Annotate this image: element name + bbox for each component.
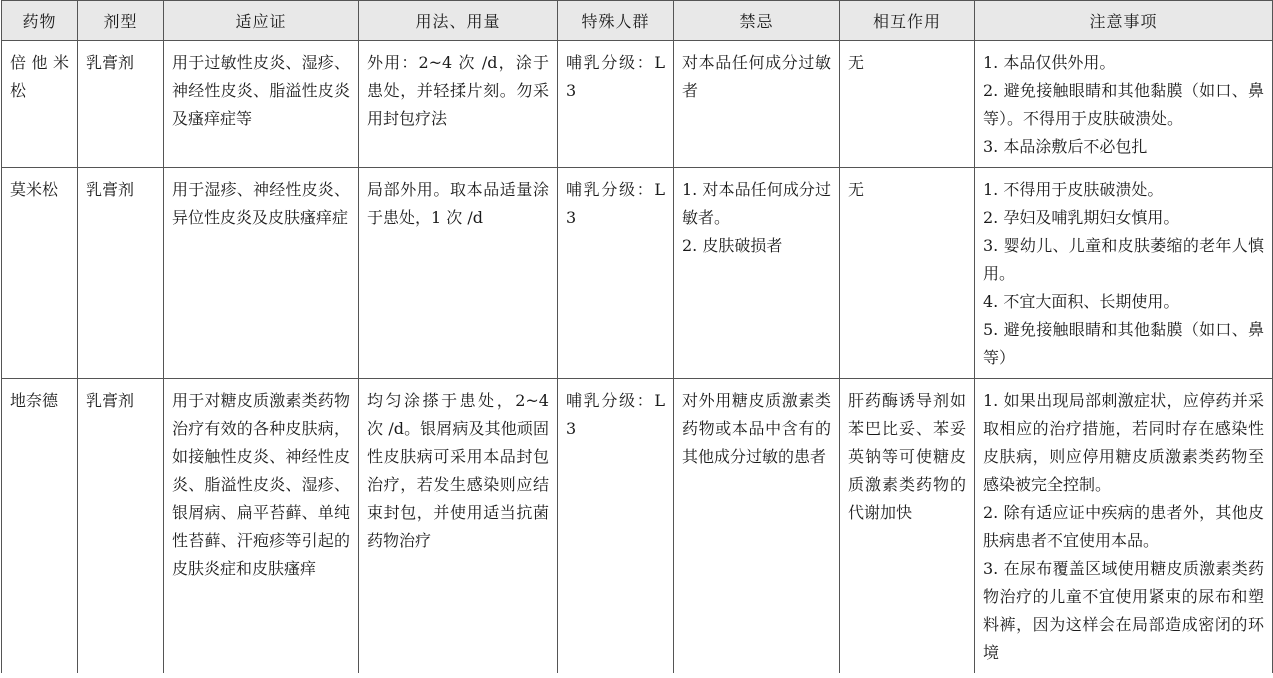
indication-cell: 用于过敏性皮炎、湿疹、神经性皮炎、脂溢性皮炎及瘙痒症等	[164, 41, 359, 168]
indication-cell: 用于湿疹、神经性皮炎、异位性皮炎及皮肤瘙痒症	[164, 168, 359, 379]
note-item: 1. 本品仅供外用。	[983, 53, 1116, 72]
notes-cell	[975, 41, 1273, 168]
contraindications-cell	[674, 168, 840, 379]
drug-table	[1, 0, 1273, 673]
header-special-population: 特殊人群	[558, 1, 674, 41]
contraindication-item: 1. 对本品任何成分过敏者。	[682, 180, 831, 227]
notes-cell	[975, 379, 1273, 674]
note-item: 3. 婴幼儿、儿童和皮肤萎缩的老年人慎用。	[983, 236, 1264, 283]
interaction-cell: 无	[840, 168, 975, 379]
special-population-cell: 哺乳分级：L3	[558, 379, 674, 674]
contraindication-item: 2. 皮肤破损者	[682, 236, 783, 255]
note-item: 1. 如果出现局部刺激症状，应停药并采取相应的治疗措施，若同时存在感染性皮肤病，则应停用糖皮质激素类药物至感染被完全控制。	[983, 391, 1264, 494]
header-usage: 用法、用量	[359, 1, 558, 41]
contraindication-item: 对外用糖皮质激素类药物或本品中含有的其他成分过敏的患者	[682, 391, 831, 466]
notes-cell	[975, 168, 1273, 379]
drug-name-cell: 莫米松	[2, 168, 78, 379]
table-row	[2, 379, 1273, 674]
header-form: 剂型	[78, 1, 164, 41]
drug-name-cell: 倍他米松	[2, 41, 78, 168]
form-cell: 乳膏剂	[78, 379, 164, 674]
contraindications-cell	[674, 41, 840, 168]
usage-cell: 局部外用。取本品适量涂于患处，1 次 /d	[359, 168, 558, 379]
header-drug: 药物	[2, 1, 78, 41]
contraindication-item: 对本品任何成分过敏者	[682, 53, 831, 100]
header-indication: 适应证	[164, 1, 359, 41]
table-body	[2, 41, 1273, 674]
interaction-cell: 无	[840, 41, 975, 168]
note-item: 3. 本品涂敷后不必包扎	[983, 137, 1148, 156]
interaction-cell: 肝药酶诱导剂如苯巴比妥、苯妥英钠等可使糖皮质激素类药物的代谢加快	[840, 379, 975, 674]
note-item: 4. 不宜大面积、长期使用。	[983, 292, 1180, 311]
note-item: 2. 避免接触眼睛和其他黏膜（如口、鼻等）。不得用于皮肤破溃处。	[983, 81, 1264, 128]
note-item: 1. 不得用于皮肤破溃处。	[983, 180, 1164, 199]
special-population-cell: 哺乳分级：L3	[558, 41, 674, 168]
note-item: 3. 在尿布覆盖区域使用糖皮质激素类药物治疗的儿童不宜使用紧束的尿布和塑料裤，因为这样会在局部造成密闭的环境	[983, 559, 1264, 662]
indication-cell: 用于对糖皮质激素类药物治疗有效的各种皮肤病，如接触性皮炎、神经性皮炎、脂溢性皮炎、湿疹、银屑病、扁平苔藓、单纯性苔藓、汗疱疹等引起的皮肤炎症和皮肤瘙痒	[164, 379, 359, 674]
note-item: 5. 避免接触眼睛和其他黏膜（如口、鼻等）	[983, 320, 1264, 367]
header-contraindications: 禁忌	[674, 1, 840, 41]
header-interactions: 相互作用	[840, 1, 975, 41]
form-cell: 乳膏剂	[78, 168, 164, 379]
usage-cell: 外用：2~4 次 /d，涂于患处，并轻揉片刻。勿采用封包疗法	[359, 41, 558, 168]
header-notes: 注意事项	[975, 1, 1273, 41]
special-population-cell: 哺乳分级：L3	[558, 168, 674, 379]
contraindications-cell	[674, 379, 840, 674]
drug-name-cell: 地奈德	[2, 379, 78, 674]
header-row	[2, 1, 1273, 41]
table-row	[2, 41, 1273, 168]
usage-cell: 均匀涂搽于患处，2~4 次 /d。银屑病及其他顽固性皮肤病可采用本品封包治疗，若发生感染则应结束封包，并使用适当抗菌药物治疗	[359, 379, 558, 674]
table-row	[2, 168, 1273, 379]
note-item: 2. 孕妇及哺乳期妇女慎用。	[983, 208, 1180, 227]
note-item: 2. 除有适应证中疾病的患者外，其他皮肤病患者不宜使用本品。	[983, 503, 1264, 550]
table-header	[2, 1, 1273, 41]
form-cell: 乳膏剂	[78, 41, 164, 168]
